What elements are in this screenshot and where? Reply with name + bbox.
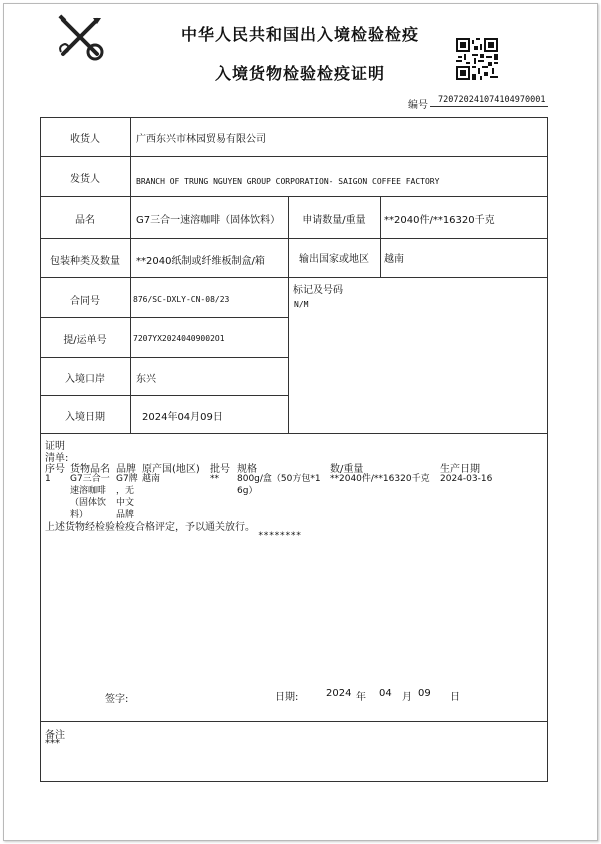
sign-label: 签字:	[105, 694, 129, 705]
remarks-label: 备注	[45, 730, 65, 741]
column-header: 序号	[45, 464, 65, 475]
day-char: 日	[450, 692, 460, 703]
consignee-label: 收货人	[70, 134, 100, 145]
list-heading: 清单:	[45, 453, 69, 464]
title-line-2: 入境货物检验检疫证明	[214, 64, 385, 83]
row-divider	[40, 196, 548, 197]
item-brand-line: 品牌	[116, 510, 135, 520]
month-char: 月	[402, 692, 412, 703]
title-line-1: 中华人民共和国出入境检验检疫	[180, 25, 419, 44]
date-label: 日期:	[275, 692, 299, 703]
certificate-heading: 证明	[45, 441, 65, 452]
marks-value: N/M	[294, 300, 309, 309]
packaging-label: 包装种类及数量	[50, 256, 120, 267]
column-header: 原产国(地区)	[142, 464, 200, 475]
marks-label: 标记及号码	[293, 285, 343, 296]
serial-number: 720720241074104970001	[430, 95, 548, 107]
row-divider	[40, 317, 288, 318]
quantity-value: **2040件/**16320千克	[384, 215, 495, 226]
date-year: 2024	[326, 688, 352, 699]
entry-date-label: 入境日期	[65, 412, 105, 423]
row-divider	[40, 721, 548, 722]
row-divider	[40, 156, 548, 157]
item-number: 1	[45, 474, 51, 484]
item-spec-line: 800g/盒（50方包*1	[237, 474, 321, 484]
column-header: 批号	[210, 464, 230, 475]
consignor-label: 发货人	[70, 174, 100, 185]
product-value: G7三合一速溶咖啡（固体饮料）	[136, 215, 281, 226]
item-quantity: **2040件/**16320千克	[330, 474, 430, 484]
contract-value: 876/SC-DXLY-CN-08/23	[133, 295, 230, 304]
remarks-value: ***	[45, 738, 60, 749]
row-divider	[40, 395, 288, 396]
row-divider	[40, 357, 288, 358]
bill-value: 7207YX20240409002O1	[133, 334, 225, 343]
packaging-value: **2040纸制或纤维板制盒/箱	[136, 256, 265, 267]
port-label: 入境口岸	[65, 374, 105, 385]
stars-line: ********	[258, 531, 302, 541]
item-batch: **	[210, 474, 219, 484]
column-header: 生产日期	[440, 464, 480, 475]
item-name-line: 速溶咖啡	[70, 486, 107, 496]
column-header: 货物品名	[70, 464, 110, 475]
consignee-value: 广西东兴市林园贸易有限公司	[136, 134, 266, 145]
origin-country-value: 越南	[384, 254, 404, 265]
column-header: 品牌	[116, 464, 136, 475]
origin-country-label: 输出国家或地区	[299, 254, 369, 265]
consignor-value: BRANCH OF TRUNG NGUYEN GROUP CORPORATION- SAIGON COFFEE FACTORY	[136, 177, 440, 186]
item-production-date: 2024-03-16	[440, 474, 493, 484]
item-brand-line: G7牌	[116, 474, 138, 484]
row-divider	[40, 277, 548, 278]
item-name-line: G7三合一	[70, 474, 110, 484]
qr-code-icon	[456, 38, 498, 80]
bill-label: 提/运单号	[63, 335, 107, 346]
item-origin: 越南	[142, 474, 161, 484]
item-name-line: 料）	[70, 510, 89, 520]
quantity-label: 申请数量/重量	[302, 215, 366, 226]
item-spec-line: 6g）	[237, 486, 258, 496]
item-name-line: （固体饮	[70, 498, 107, 508]
contract-label: 合同号	[70, 296, 100, 307]
column-divider	[288, 196, 289, 433]
year-char: 年	[356, 692, 366, 703]
port-value: 东兴	[136, 374, 156, 385]
customs-emblem-icon	[55, 12, 105, 62]
row-divider	[40, 238, 548, 239]
column-divider	[130, 117, 131, 433]
item-brand-line: 中文	[116, 498, 135, 508]
product-label: 品名	[75, 215, 95, 226]
column-header: 规格	[237, 464, 257, 475]
serial-label: 编号	[408, 100, 428, 111]
row-divider	[40, 433, 548, 434]
column-divider	[380, 196, 381, 277]
column-header: 数/重量	[330, 464, 364, 475]
clearance-statement: 上述货物经检验检疫合格评定，予以通关放行。	[45, 522, 255, 533]
item-brand-line: ，无	[116, 486, 135, 496]
date-day: 09	[418, 688, 431, 699]
entry-date-value: 2024年04月09日	[142, 412, 223, 423]
date-month: 04	[379, 688, 392, 699]
